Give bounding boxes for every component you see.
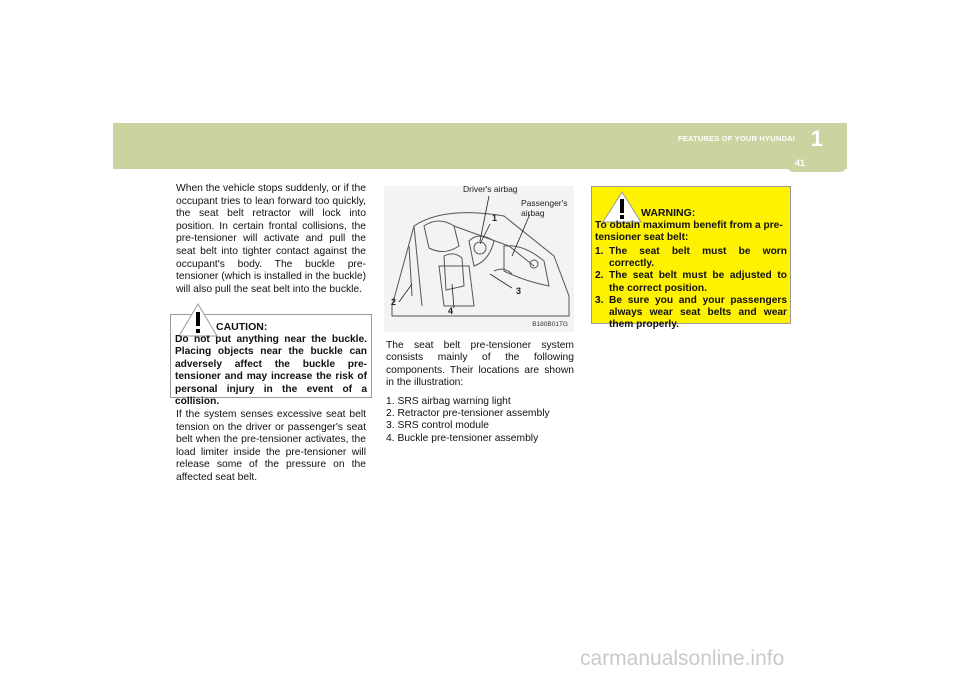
callout-3: 3 — [516, 286, 522, 296]
component-list — [386, 396, 574, 446]
figure-code: B180B01TG — [532, 321, 568, 328]
header-band — [113, 123, 847, 169]
callout-1: 1 — [492, 213, 498, 223]
list-item: 2. Retractor pre-tensioner assembly — [386, 408, 550, 420]
chapter-number: 1 — [810, 126, 823, 151]
list-number: 2. — [595, 270, 604, 282]
list-item: 3. SRS control module — [386, 420, 490, 432]
list-item: 1. SRS airbag warning light — [386, 395, 511, 407]
callout-2: 2 — [391, 297, 397, 307]
caution-box — [170, 314, 372, 408]
list-text: The seat belt must be adjusted to the correct position. — [609, 270, 787, 294]
page-number: 41 — [795, 158, 806, 168]
body-paragraph: If the system senses excessive seat belt tension on the driver or passenger's seat belt when the pre-tensioner activates, the load limiter inside the pre-tensioner will release some of the pressure on the affected seat belt. — [176, 409, 366, 483]
body-paragraph: The seat belt pre-tensioner system consists mainly of the following components. Their locations are shown in the illustration: — [386, 340, 574, 389]
column-left — [176, 183, 366, 296]
list-item — [595, 270, 787, 294]
section-title: FEATURES OF YOUR HYUNDAI — [677, 134, 795, 143]
caution-text: Do not put anything near the buckle. Placing objects near the buckle can adversely affect the buckle pre-tensioner and may increase the risk of personal injury in the event of a collision. — [175, 334, 367, 408]
warning-box — [591, 186, 791, 331]
column-middle — [386, 340, 574, 445]
caution-title: CAUTION: — [216, 321, 268, 333]
watermark: carmanualsonline.info — [580, 647, 785, 670]
list-item — [595, 246, 787, 270]
list-item — [595, 295, 787, 332]
caution-triangle-icon — [178, 303, 218, 337]
label-passenger-airbag-line2: airbag — [521, 208, 545, 218]
warning-title: WARNING: — [641, 207, 696, 219]
list-number: 3. — [595, 294, 604, 306]
label-driver-airbag: Driver's airbag — [463, 184, 518, 194]
list-text: The seat belt must be worn correctly. — [609, 246, 787, 270]
callout-4: 4 — [448, 306, 454, 316]
seatbelt-illustration — [384, 186, 574, 332]
list-number: 1. — [595, 246, 604, 257]
warning-list — [595, 246, 787, 331]
list-text: Be sure you and your passengers always wear seat belts and wear them properly. — [609, 294, 787, 331]
body-paragraph: When the vehicle stops suddenly, or if the occupant tries to lean forward too quickly, the seat belt retractor will lock into position. In certain frontal collisions, the pre-tensioner will activate and pull the seat belt into tighter contact against the occupant's body. The buckle pre-tensioner (which is installed in the buckle) will also pull the seat belt into the buckle. — [176, 183, 367, 295]
warning-triangle-icon — [602, 191, 642, 223]
label-passenger-airbag-line1: Passenger's — [521, 198, 568, 208]
warning-lead: To obtain maximum benefit from a pre-tensioner seat belt: — [595, 220, 783, 244]
list-item: 4. Buckle pre-tensioner assembly — [386, 432, 539, 444]
